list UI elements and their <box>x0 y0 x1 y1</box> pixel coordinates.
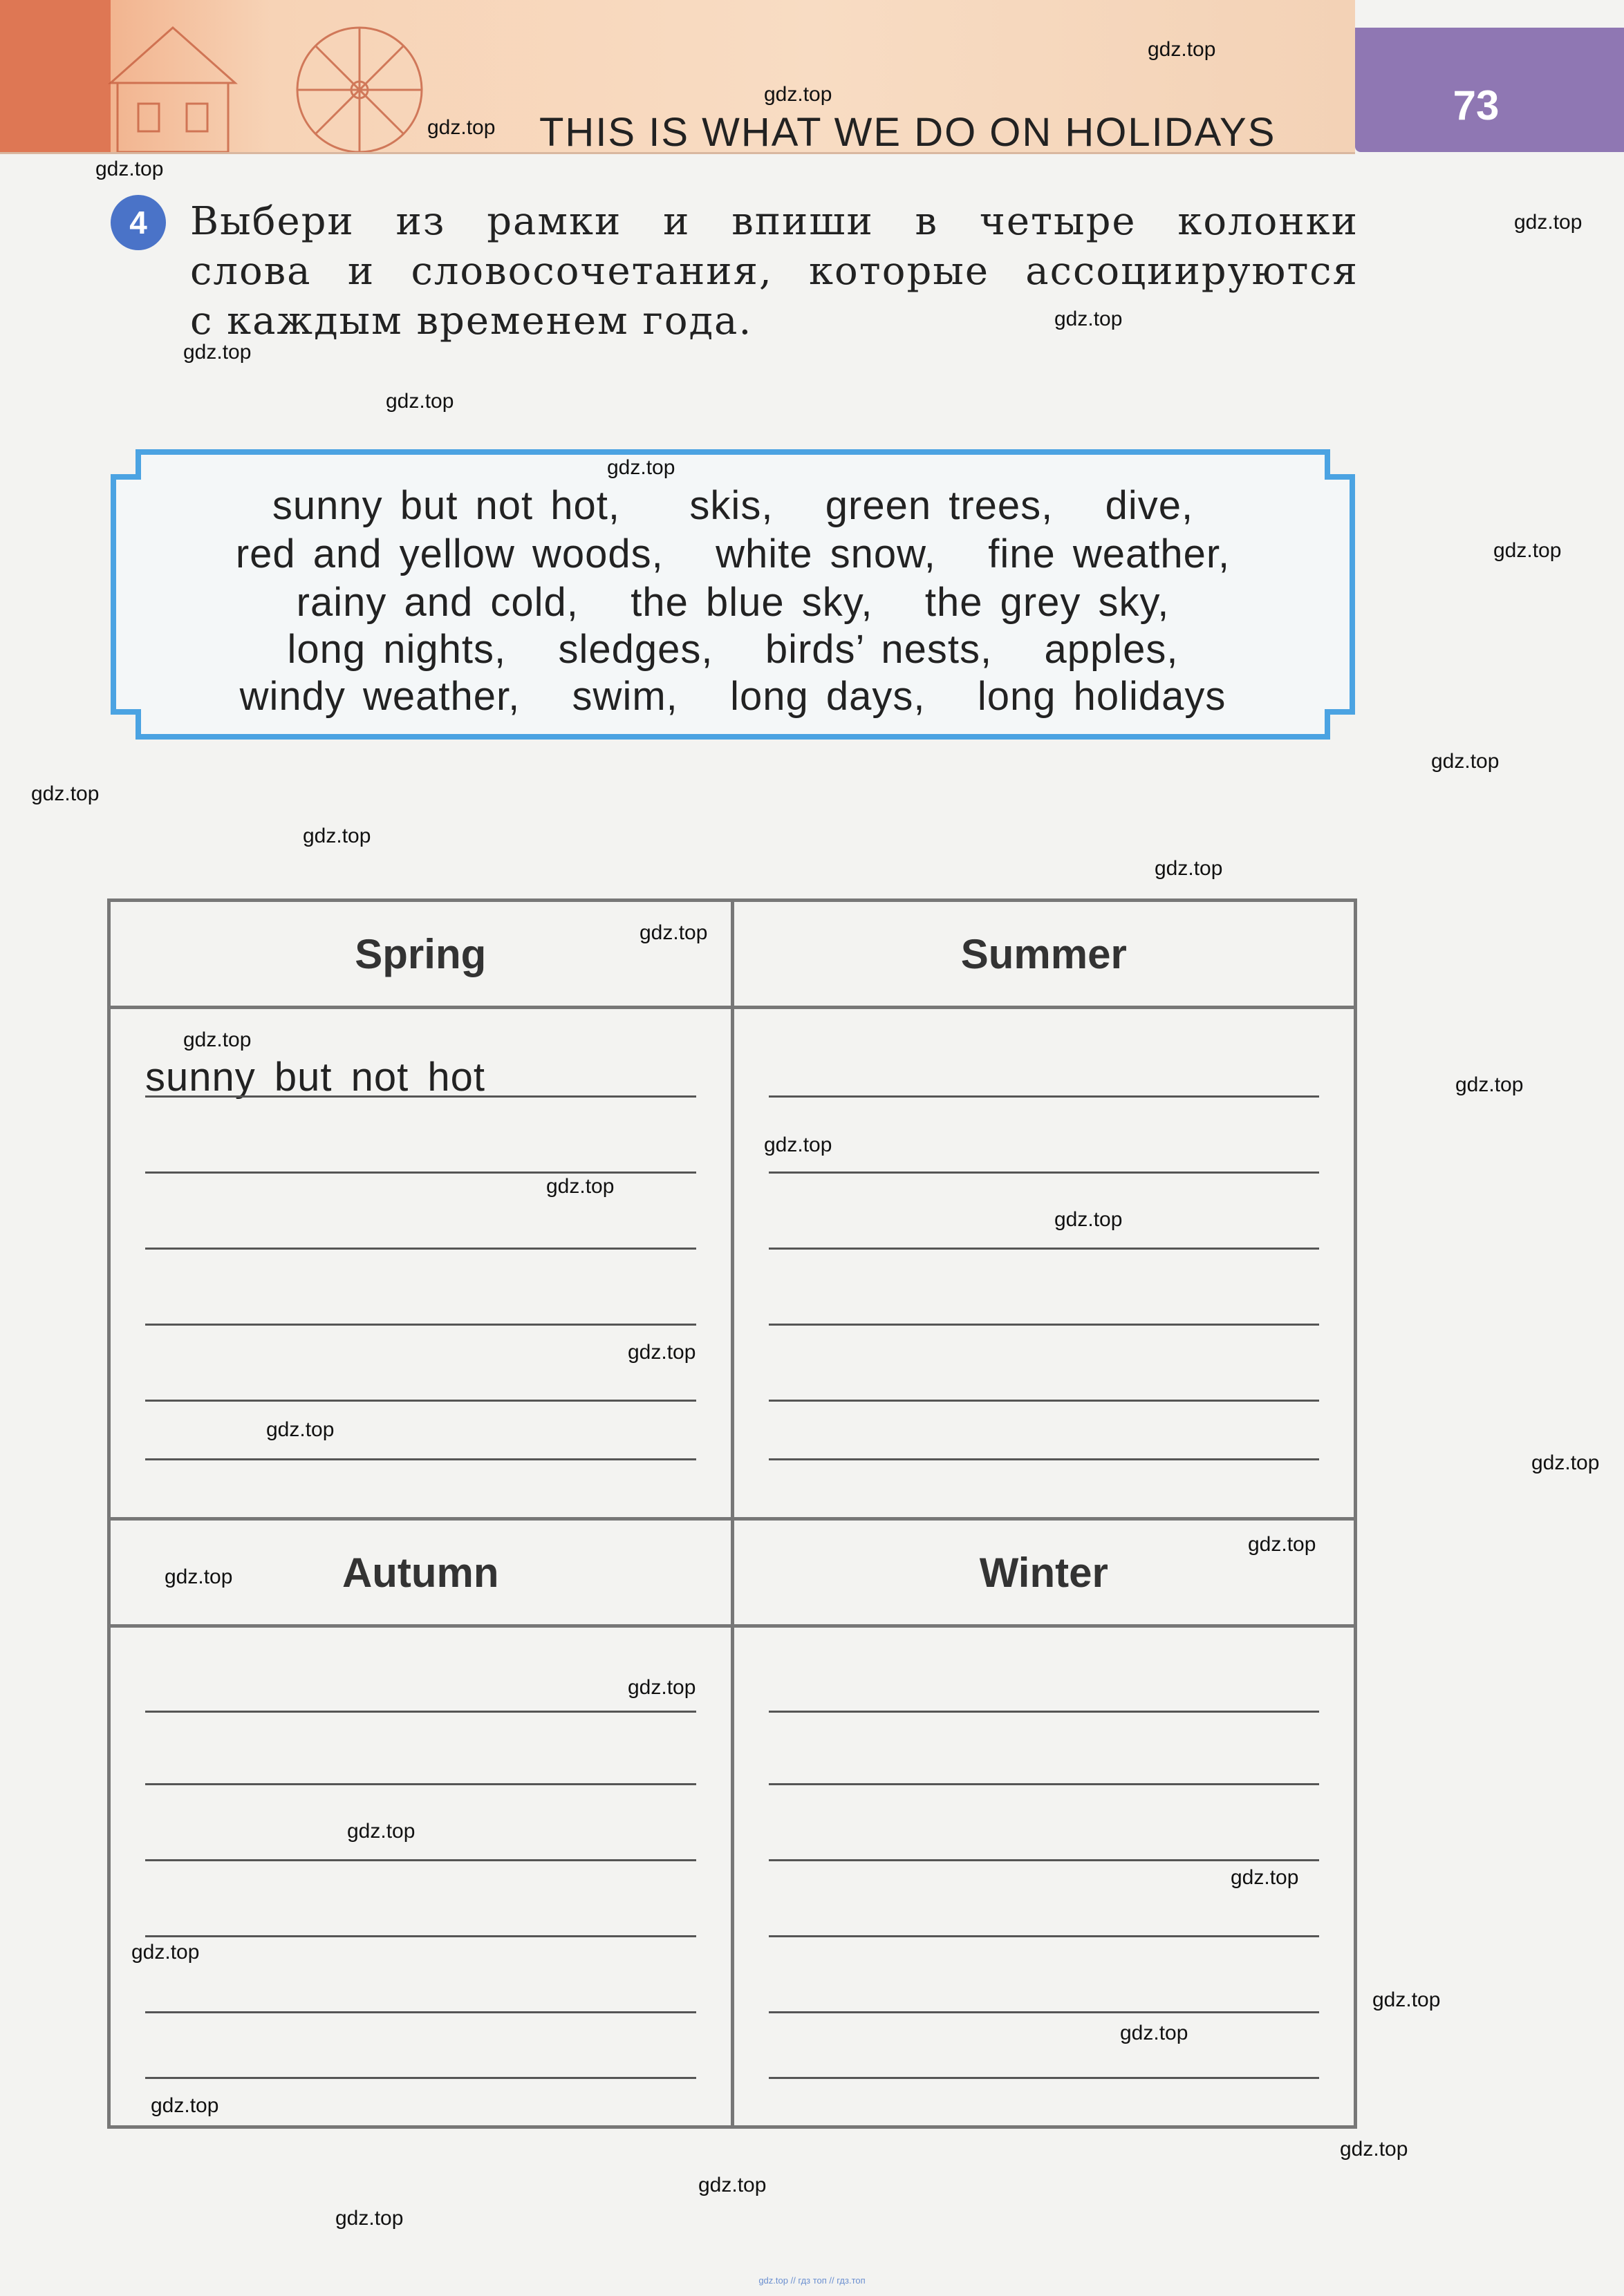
watermark: gdz.top <box>1455 1073 1524 1096</box>
watermark: gdz.top <box>427 116 496 139</box>
header-summer: Summer <box>732 901 1356 1008</box>
watermark: gdz.top <box>698 2174 767 2196</box>
watermark: gdz.top <box>1372 1988 1441 2011</box>
watermark: gdz.top <box>31 782 100 805</box>
watermark: gdz.top <box>1155 857 1223 880</box>
instruction-line-3: с каждым временем года. <box>190 299 753 344</box>
word-box-line: windy weather, swim, long days, long holidays <box>239 674 1226 719</box>
writing-line[interactable] <box>145 1171 696 1174</box>
word-box-line: rainy and cold, the blue sky, the grey sky, <box>296 580 1170 625</box>
watermark: gdz.top <box>1431 750 1500 773</box>
writing-line[interactable] <box>769 1248 1320 1250</box>
watermark: gdz.top <box>1493 539 1562 562</box>
writing-line[interactable] <box>769 1859 1320 1861</box>
word-box-line: long nights, sledges, birds’ nests, apples, <box>287 627 1179 672</box>
watermark: gdz.top <box>546 1175 615 1198</box>
spring-cell[interactable] <box>109 1008 733 1519</box>
box-corner <box>1325 449 1355 480</box>
watermark: gdz.top <box>1231 1866 1299 1889</box>
watermark: gdz.top <box>640 921 708 944</box>
writing-line[interactable] <box>145 1711 696 1713</box>
writing-line[interactable] <box>145 1783 696 1785</box>
writing-line[interactable] <box>145 1859 696 1861</box>
watermark: gdz.top <box>1148 38 1216 61</box>
autumn-cell[interactable] <box>109 1626 733 2127</box>
writing-line[interactable] <box>145 1248 696 1250</box>
writing-line[interactable] <box>769 1711 1320 1713</box>
watermark: gdz.top <box>335 2207 404 2230</box>
watermark: gdz.top <box>347 1820 416 1843</box>
watermark: gdz.top <box>1054 308 1123 330</box>
watermark: gdz.top <box>1340 2138 1408 2161</box>
writing-line[interactable] <box>145 2011 696 2013</box>
watermark: gdz.top <box>165 1565 233 1588</box>
watermark: gdz.top <box>386 390 454 413</box>
watermark: gdz.top <box>1514 211 1583 234</box>
watermark: gdz.top <box>303 825 371 847</box>
writing-line[interactable] <box>769 1783 1320 1785</box>
box-corner <box>111 449 141 480</box>
header-autumn: Autumn <box>109 1519 733 1626</box>
word-box-line: sunny but not hot, skis, green trees, dive, <box>272 483 1194 528</box>
instruction-line-1: Выбери из рамки и впиши в четыре колонки <box>190 199 1359 244</box>
seasons-table <box>107 898 1357 2129</box>
writing-line[interactable] <box>769 1171 1320 1174</box>
word-box <box>111 449 1355 740</box>
writing-line[interactable] <box>769 1095 1320 1098</box>
summer-cell[interactable] <box>732 1008 1356 1519</box>
spring-example-answer: sunny but not hot <box>145 1055 485 1100</box>
watermark: gdz.top <box>183 341 252 364</box>
watermark: gdz.top <box>607 456 675 479</box>
watermark: gdz.top <box>1248 1533 1316 1556</box>
watermark: gdz.top <box>266 1418 335 1441</box>
watermark: gdz.top <box>95 158 164 180</box>
writing-line[interactable] <box>145 2077 696 2079</box>
watermark: gdz.top <box>1054 1208 1123 1231</box>
writing-line[interactable] <box>769 1400 1320 1402</box>
watermark: gdz.top <box>764 83 832 106</box>
watermark: gdz.top <box>764 1133 832 1156</box>
writing-line[interactable] <box>145 1458 696 1460</box>
writing-line[interactable] <box>769 1324 1320 1326</box>
header-winter: Winter <box>732 1519 1356 1626</box>
watermark: gdz.top <box>151 2094 219 2117</box>
writing-line[interactable] <box>145 1400 696 1402</box>
writing-line[interactable] <box>769 1935 1320 1937</box>
watermark: gdz.top <box>1531 1451 1600 1474</box>
header-spring: Spring <box>109 901 733 1008</box>
writing-line[interactable] <box>769 2011 1320 2013</box>
word-box-line: red and yellow woods, white snow, fine weather, <box>235 531 1231 576</box>
watermark: gdz.top <box>131 1941 200 1964</box>
writing-line[interactable] <box>769 1458 1320 1460</box>
writing-line[interactable] <box>145 1324 696 1326</box>
instruction-line-2: слова и словосочетания, которые ассоциируются <box>190 249 1359 294</box>
watermark: gdz.top <box>183 1028 252 1051</box>
writing-line[interactable] <box>145 1095 696 1098</box>
bottom-note: gdz.top // гдз топ // гдз.топ <box>758 2275 866 2286</box>
watermark: gdz.top <box>628 1676 696 1699</box>
page-number: 73 <box>1453 82 1500 129</box>
exercise-instruction <box>190 197 1359 346</box>
exercise-number-badge: 4 <box>111 195 166 250</box>
watermark: gdz.top <box>1120 2022 1188 2044</box>
watermark: gdz.top <box>628 1341 696 1364</box>
unit-title: THIS IS WHAT WE DO ON HOLIDAYS <box>539 110 1276 155</box>
writing-line[interactable] <box>769 2077 1320 2079</box>
writing-line[interactable] <box>145 1935 696 1937</box>
